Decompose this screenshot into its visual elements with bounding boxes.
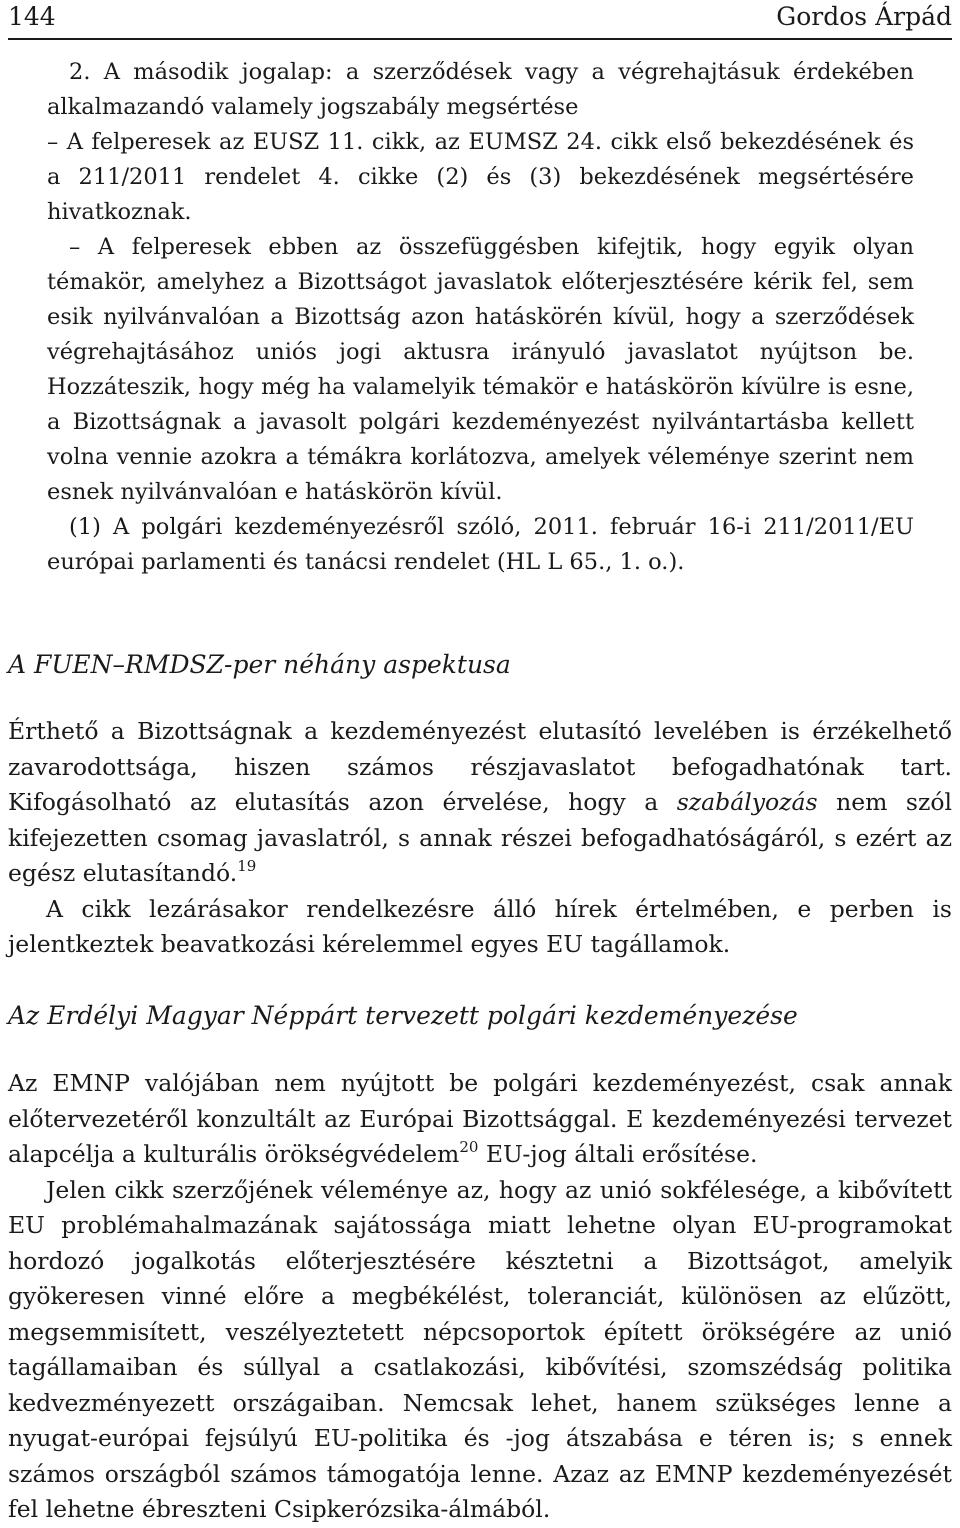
- footnote-ref: 19: [237, 857, 257, 875]
- section-fuen-body: [8, 714, 952, 963]
- paragraph-text: Az EMNP valójában nem nyújtott be polgári kezdeményezést, csak annak előtervezetéről konzultált az Európai Bizottsággal. E kezdeményezési tervezet alapcélja a kulturális örökségvédelem: [8, 1069, 952, 1168]
- running-header-author: Gordos Árpád: [776, 2, 952, 31]
- quoted-pleas-block: [47, 55, 914, 580]
- plea-item-2: – A felperesek ebben az összefüggésben kifejtik, hogy egyik olyan témakör, amelyhez a Bizottságot javaslatok előterjesztésére kérik fel, sem esik nyilvánvalóan a Bizottság azon hatáskörén kívül, hogy a szerződések végrehajtásához uniós jogi aktusra irányuló javaslatot nyújtson be. Hozzáteszik, hogy még ha valamelyik témakör e hatáskörön kívülre is esne, a Bizottságnak a javasolt polgári kezdeményezést nyilvántartásba kellett volna vennie azokra a témákra korlátozva, amelyek véleménye szerint nem esnek nyilvánvalóan e hatáskörön kívül.: [47, 234, 914, 505]
- paragraph-text: Érthető a Bizottságnak a kezdeményezést elutasító levelében is érzékelhető zavarodottsága, hiszen számos részjavaslatot befogadhatónak tart. Kifogásolható az elutasítás azon érvelése, hogy a: [8, 717, 952, 816]
- paragraph-text: EU-jog általi erősítése.: [478, 1140, 758, 1168]
- plea-heading: 2. A második jogalap: a szerződések vagy a végrehajtásuk érdekében alkalmazandó valamely jogszabály megsértése: [47, 59, 914, 120]
- paragraph-text: nem szól kifejezetten csomag javaslatról, s annak részei befogadhatóságáról, s ezért az egész elutasítandó.: [8, 788, 952, 887]
- header-rule: [8, 38, 952, 40]
- section-emnp-body: [8, 1066, 952, 1528]
- paragraph: Jelen cikk szerzőjének véleménye az, hogy az unió sokfélesége, a kibővített EU problémahalmazának sajátossága miatt lehetne olyan EU-programokat hordozó jogalkotás előterjesztésére késztetni a Bizottságot, amelyik gyökeresen vinné előre a megbékélést, toleranciát, különösen az elűzött, megsemmisített, veszélyeztetett népcsoportok épített örökségére az unió tagállamaiban és súllyal a csatlakozási, kibővítési, szomszédság politika kedvezményezett országaiban. Nemcsak lehet, hanem szükséges lenne a nyugat-európai fejsúlyú EU-politika és -jog átszabása e téren is; s ennek számos országból számos támogatója lenne. Azaz az EMNP kezdeményezését fel lehetne ébreszteni Csipkerózsika-álmából.: [8, 1175, 952, 1523]
- paragraph: [8, 1066, 952, 1173]
- section-heading-emnp: Az Erdélyi Magyar Néppárt tervezett polgári kezdeményezése: [8, 1001, 798, 1030]
- paragraph: [8, 714, 952, 892]
- plea-footnote-1: (1) A polgári kezdeményezésről szóló, 2011. február 16-i 211/2011/EU európai parlamenti és tanácsi rendelet (HL L 65., 1. o.).: [47, 514, 914, 575]
- paragraph: A cikk lezárásakor rendelkezésre álló hírek értelmében, e perben is jelentkeztek beavatkozási kérelemmel egyes EU tagállamok.: [8, 894, 952, 958]
- section-heading-fuen: A FUEN–RMDSZ-per néhány aspektusa: [8, 650, 511, 679]
- plea-item-1: – A felperesek az EUSZ 11. cikk, az EUMSZ 24. cikk első bekezdésének és a 211/2011 rendelet 4. cikke (2) és (3) bekezdésének megsértésére hivatkoznak.: [47, 129, 914, 225]
- emphasized-term: szabályozás: [676, 788, 818, 816]
- page-number: 144: [8, 2, 56, 31]
- footnote-ref: 20: [459, 1138, 479, 1156]
